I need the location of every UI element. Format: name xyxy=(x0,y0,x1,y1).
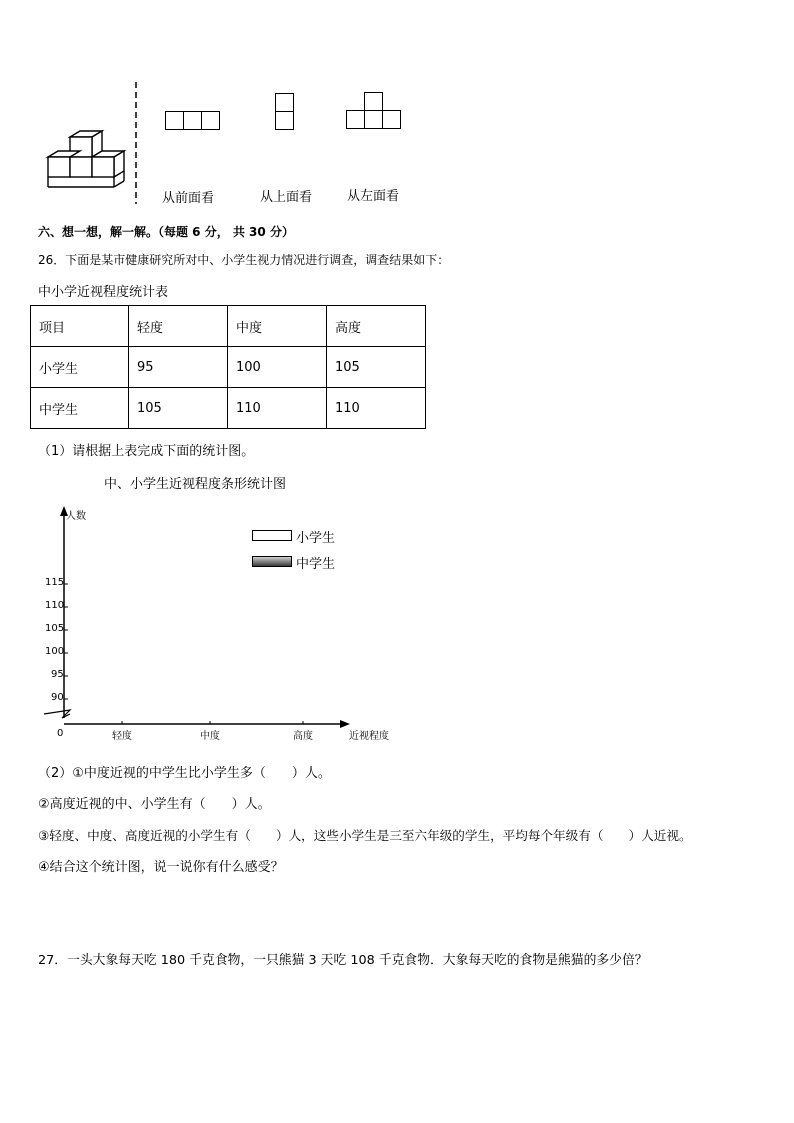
table-row xyxy=(31,347,426,388)
legend-swatch-primary xyxy=(252,530,292,541)
x-category-label: 中度 xyxy=(200,731,220,742)
q26-part2-c: ③轻度、中度、高度近视的小学生有（ ）人，这些小学生是三至六年级的学生，平均每个年级有（ ）人近视。 xyxy=(38,828,692,843)
left-view-shape xyxy=(346,92,402,130)
axis-break-mark xyxy=(44,710,70,718)
y-tick-label: 95 xyxy=(51,669,64,680)
front-view-label: 从前面看 xyxy=(162,191,215,206)
y-tick-label: 115 xyxy=(45,577,65,588)
left-view-label: 从左面看 xyxy=(347,189,400,204)
table-header-row xyxy=(31,306,426,347)
top-view-label: 从上面看 xyxy=(260,190,313,205)
front-view-shape xyxy=(165,111,221,131)
table-cell: 小学生 xyxy=(31,347,129,388)
q27-stem: 27．一头大象每天吃 180 千克食物，一只熊猫 3 天吃 108 千克食物．大象每天吃的食物是熊猫的多少倍？ xyxy=(38,953,648,968)
table-cell: 110 xyxy=(327,388,426,429)
dashed-divider xyxy=(133,82,139,204)
y-tick-label: 100 xyxy=(45,646,65,657)
table-header-cell: 中度 xyxy=(228,306,327,347)
q26-part1: （1）请根据上表完成下面的统计图。 xyxy=(38,444,255,459)
origin-label: 0 xyxy=(57,728,64,739)
cube-stack-figure xyxy=(40,125,130,195)
y-tick-label: 105 xyxy=(45,623,65,634)
table-cell: 中学生 xyxy=(31,388,129,429)
table-cell: 95 xyxy=(129,347,228,388)
y-axis-label: 人数 xyxy=(66,511,86,522)
q26-stem: 26．下面是某市健康研究所对中、小学生视力情况进行调查，调查结果如下： xyxy=(38,253,450,267)
table-header-cell: 高度 xyxy=(327,306,426,347)
q26-part2-d: ④结合这个统计图，说一说你有什么感受？ xyxy=(38,860,284,875)
legend-label-secondary: 中学生 xyxy=(296,557,336,572)
chart-title: 中、小学生近视程度条形统计图 xyxy=(104,477,287,492)
bar-chart xyxy=(30,500,410,750)
y-tick-label: 110 xyxy=(45,600,65,611)
top-view-shape xyxy=(275,93,295,131)
legend-swatch-secondary xyxy=(252,556,292,567)
table-row xyxy=(31,388,426,429)
table-cell: 105 xyxy=(129,388,228,429)
vision-stats-table xyxy=(30,305,426,429)
x-category-label: 轻度 xyxy=(112,731,132,742)
table-cell: 105 xyxy=(327,347,426,388)
table-cell: 110 xyxy=(228,388,327,429)
x-axis-label: 近视程度 xyxy=(349,731,389,742)
x-category-label: 高度 xyxy=(293,731,313,742)
q26-part2-a: （2）①中度近视的中学生比小学生多（ ）人。 xyxy=(38,766,331,781)
table-header-cell: 项目 xyxy=(31,306,129,347)
table-title: 中小学近视程度统计表 xyxy=(38,285,169,300)
table-cell: 100 xyxy=(228,347,327,388)
section-heading: 六、想一想，解一解。（每题 6 分， 共 30 分） xyxy=(38,225,294,239)
legend-label-primary: 小学生 xyxy=(296,531,336,546)
q26-part2-b: ②高度近视的中、小学生有（ ）人。 xyxy=(38,797,271,812)
y-tick-label: 90 xyxy=(51,692,64,703)
table-header-cell: 轻度 xyxy=(129,306,228,347)
